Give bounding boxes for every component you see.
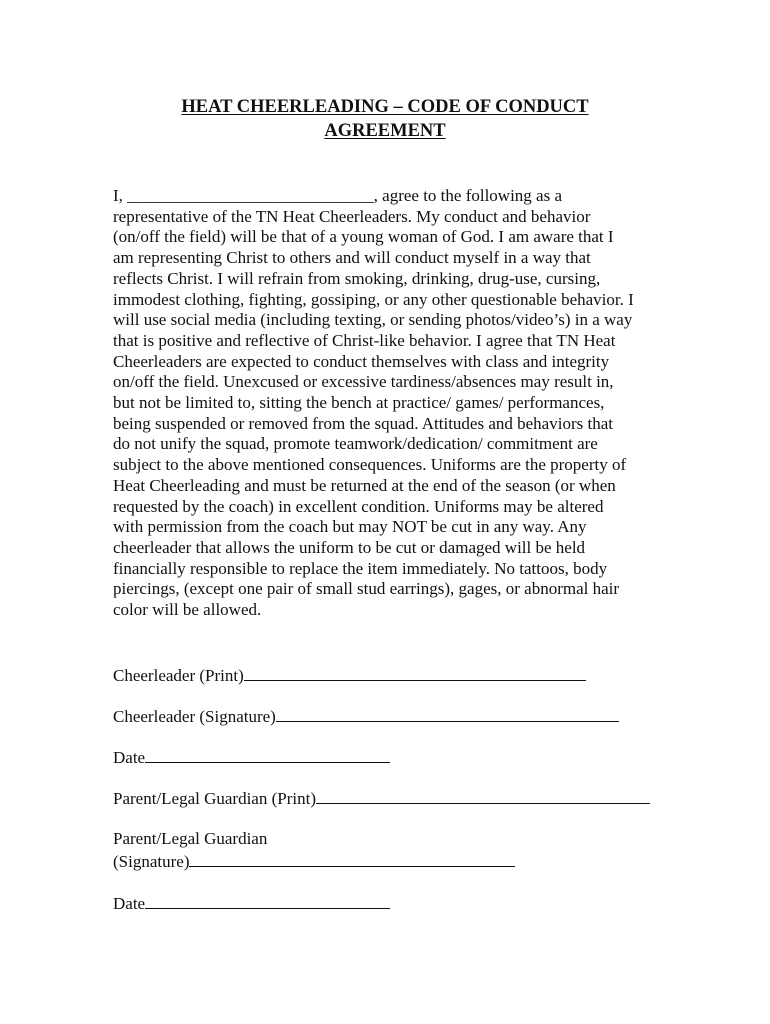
- guardian-signature-label-2: (Signature): [113, 852, 190, 871]
- date-label-1: Date: [113, 748, 146, 767]
- guardian-print-label: Parent/Legal Guardian (Print): [113, 789, 316, 808]
- agreement-line: financially responsible to replace the item immediately. No tattoos, body: [113, 558, 608, 578]
- date-blank-2[interactable]: [145, 892, 390, 909]
- document-title-line1: HEAT CHEERLEADING – CODE OF CONDUCT: [181, 97, 589, 117]
- agreement-line: will use social media (including texting, or sending photos/video’s) in a way: [113, 310, 633, 330]
- agreement-line: Cheerleaders are expected to conduct themselves with class and integrity: [113, 351, 610, 371]
- date-field-2: [113, 892, 390, 914]
- agreement-line: color will be allowed.: [113, 600, 262, 620]
- agreement-line: but not be limited to, sitting the bench at practice/ games/ performances,: [113, 393, 605, 413]
- guardian-signature-label-line1: [113, 829, 267, 849]
- agreement-line: immodest clothing, fighting, gossiping, or any other questionable behavior. I: [113, 289, 634, 309]
- cheerleader-signature-field: [113, 705, 619, 727]
- agreement-line: being suspended or removed from the squad. Attitudes and behaviors that: [113, 413, 613, 433]
- cheerleader-print-label: Cheerleader (Print): [113, 666, 244, 685]
- guardian-print-field: [113, 787, 650, 809]
- guardian-print-blank[interactable]: [316, 787, 650, 804]
- agreement-line: requested by the coach) in excellent condition. Uniforms may be altered: [113, 496, 604, 516]
- document-title-line2: AGREEMENT: [324, 121, 446, 141]
- guardian-signature-field: [113, 850, 515, 872]
- agreement-line: piercings, (except one pair of small stud earrings), gages, or abnormal hair: [113, 579, 620, 599]
- guardian-signature-blank[interactable]: [189, 850, 515, 867]
- agreement-body: [113, 186, 661, 621]
- agreement-line: that is positive and reflective of Christ-like behavior. I agree that TN Heat: [113, 330, 616, 350]
- agreement-line: with permission from the coach but may NOT be cut in any way. Any: [113, 517, 587, 537]
- date-blank-1[interactable]: [145, 746, 390, 763]
- agreement-line: representative of the TN Heat Cheerleaders. My conduct and behavior: [113, 206, 591, 226]
- cheerleader-signature-label: Cheerleader (Signature): [113, 707, 276, 726]
- agreement-line: do not unify the squad, promote teamwork/dedication/ commitment are: [113, 434, 598, 454]
- agreement-line: on/off the field. Unexcused or excessive tardiness/absences may result in,: [113, 372, 614, 392]
- agreement-line: subject to the above mentioned consequences. Uniforms are the property of: [113, 455, 627, 475]
- agreement-line: Heat Cheerleading and must be returned at the end of the season (or when: [113, 475, 616, 495]
- agreement-line: (on/off the field) will be that of a young woman of God. I am aware that I: [113, 227, 614, 247]
- date-label-2: Date: [113, 894, 146, 913]
- cheerleader-print-blank[interactable]: [244, 664, 586, 681]
- agreement-line: am representing Christ to others and will conduct myself in a way that: [113, 248, 591, 268]
- date-field-1: [113, 746, 390, 768]
- guardian-signature-label: Parent/Legal Guardian: [113, 829, 268, 848]
- agreement-line: reflects Christ. I will refrain from smoking, drinking, drug-use, cursing,: [113, 268, 601, 288]
- agreement-line: cheerleader that allows the uniform to be cut or damaged will be held: [113, 537, 586, 557]
- cheerleader-print-field: [113, 664, 586, 686]
- cheerleader-signature-blank[interactable]: [276, 705, 619, 722]
- agreement-line: I, _____________________________, agree to the following as a: [113, 186, 563, 205]
